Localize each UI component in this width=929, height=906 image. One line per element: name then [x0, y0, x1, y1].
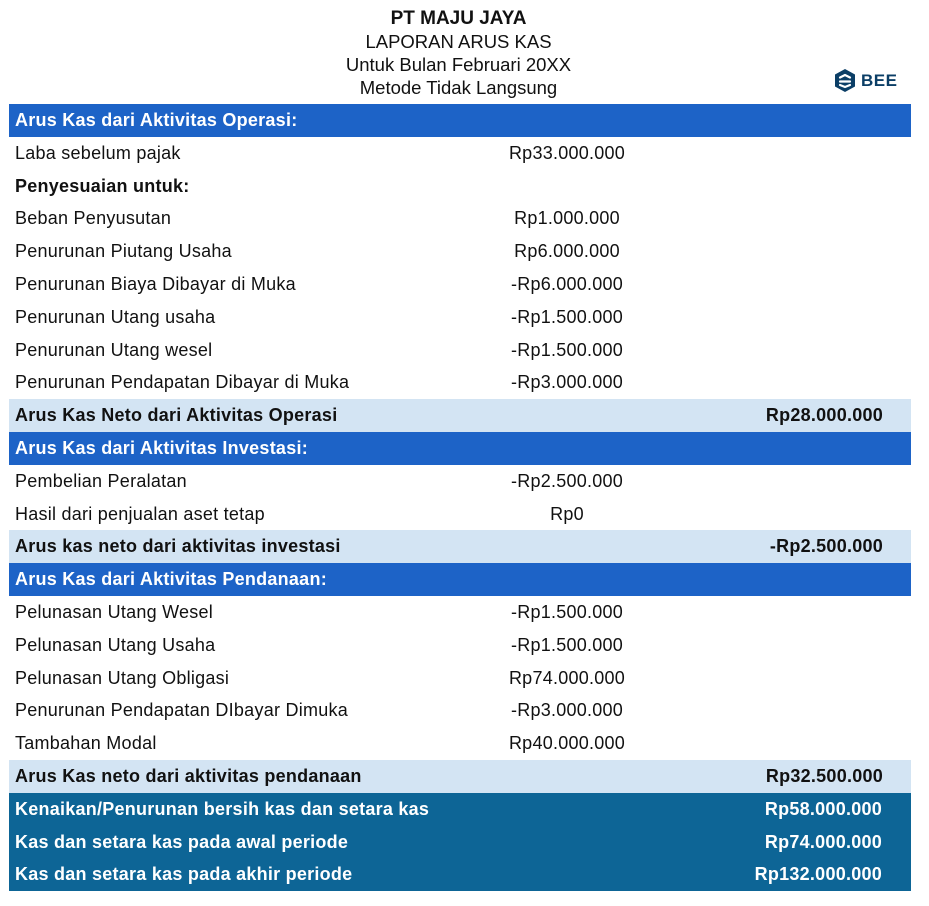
row-amount: Rp0 [550, 503, 584, 524]
net-label: Arus kas neto dari aktivitas investasi [15, 536, 341, 557]
row-label: Penurunan Utang usaha [15, 306, 216, 327]
table-row [9, 334, 911, 367]
table-row [9, 662, 911, 695]
summary-row-beginning-cash [9, 826, 911, 859]
net-total: -Rp2.500.000 [769, 536, 883, 557]
table-row [9, 366, 911, 399]
profit-before-tax-row [9, 137, 911, 170]
net-label: Arus Kas neto dari aktivitas pendanaan [15, 765, 362, 786]
summary-label: Kas dan setara kas pada akhir periode [15, 864, 353, 885]
summary-total: Rp58.000.000 [764, 798, 882, 819]
financing-section-header [9, 563, 911, 596]
row-label: Pelunasan Utang Obligasi [15, 667, 230, 688]
bee-hexagon-icon [834, 68, 856, 93]
row-amount: -Rp6.000.000 [510, 273, 624, 294]
operating-section-header [9, 104, 911, 137]
section-title: Arus Kas dari Aktivitas Pendanaan: [15, 569, 327, 590]
investing-net-row [9, 530, 911, 563]
row-label: Penurunan Biaya Dibayar di Muka [15, 273, 296, 294]
financing-net-row [9, 760, 911, 793]
row-label: Penurunan Pendapatan DIbayar Dimuka [15, 700, 348, 721]
row-amount: -Rp3.000.000 [510, 372, 624, 393]
table-row [9, 465, 911, 498]
section-title: Arus Kas dari Aktivitas Operasi: [15, 110, 298, 130]
table-row [9, 727, 911, 760]
table-row [9, 629, 911, 662]
table-row [9, 498, 911, 531]
net-total: Rp32.500.000 [765, 765, 883, 786]
row-amount: Rp1.000.000 [514, 208, 620, 229]
bee-logo [834, 68, 897, 93]
summary-label: Kas dan setara kas pada awal periode [15, 831, 349, 852]
row-amount: -Rp3.000.000 [510, 700, 624, 721]
row-label: Pelunasan Utang Wesel [15, 601, 214, 622]
row-label: Pelunasan Utang Usaha [15, 634, 216, 655]
table-row [9, 268, 911, 301]
cash-flow-table [9, 104, 911, 891]
row-amount: Rp6.000.000 [514, 241, 620, 262]
row-amount: -Rp1.500.000 [510, 306, 624, 327]
row-label: Penurunan Pendapatan Dibayar di Muka [15, 372, 350, 393]
investing-section-header [9, 432, 911, 465]
row-label: Beban Penyusutan [15, 208, 172, 229]
net-label: Arus Kas Neto dari Aktivitas Operasi [15, 405, 338, 426]
net-total: Rp28.000.000 [765, 405, 883, 426]
report-header [0, 7, 917, 99]
row-label: Penurunan Piutang Usaha [15, 241, 232, 262]
operating-net-row [9, 399, 911, 432]
summary-row-ending-cash [9, 858, 911, 891]
subheader-label: Penyesuaian untuk: [15, 175, 190, 196]
row-amount: -Rp2.500.000 [510, 470, 624, 491]
summary-total: Rp132.000.000 [754, 864, 882, 885]
report-method: Metode Tidak Langsung [359, 77, 558, 98]
section-title: Arus Kas dari Aktivitas Investasi: [15, 437, 308, 458]
table-row [9, 301, 911, 334]
row-label: Tambahan Modal [15, 733, 157, 754]
table-row [9, 235, 911, 268]
row-label: Hasil dari penjualan aset tetap [15, 503, 265, 524]
table-row [9, 596, 911, 629]
row-amount: Rp74.000.000 [508, 667, 626, 688]
table-row [9, 694, 911, 727]
row-label: Laba sebelum pajak [15, 142, 181, 163]
row-amount: -Rp1.500.000 [510, 634, 624, 655]
row-amount: Rp33.000.000 [508, 142, 626, 163]
row-label: Pembelian Peralatan [15, 470, 187, 491]
company-name: PT MAJU JAYA [390, 8, 527, 29]
summary-label: Kenaikan/Penurunan bersih kas dan setara kas [15, 798, 430, 819]
logo-text: BEE [861, 70, 898, 90]
row-amount: -Rp1.500.000 [510, 339, 624, 360]
adjustments-subheader [9, 170, 911, 203]
report-title: LAPORAN ARUS KAS [365, 31, 552, 52]
row-amount: -Rp1.500.000 [510, 601, 624, 622]
table-row [9, 202, 911, 235]
row-label: Penurunan Utang wesel [15, 339, 213, 360]
report-period: Untuk Bulan Februari 20XX [345, 54, 572, 75]
summary-row-net-change [9, 793, 911, 826]
summary-total: Rp74.000.000 [764, 831, 882, 852]
row-amount: Rp40.000.000 [508, 733, 626, 754]
